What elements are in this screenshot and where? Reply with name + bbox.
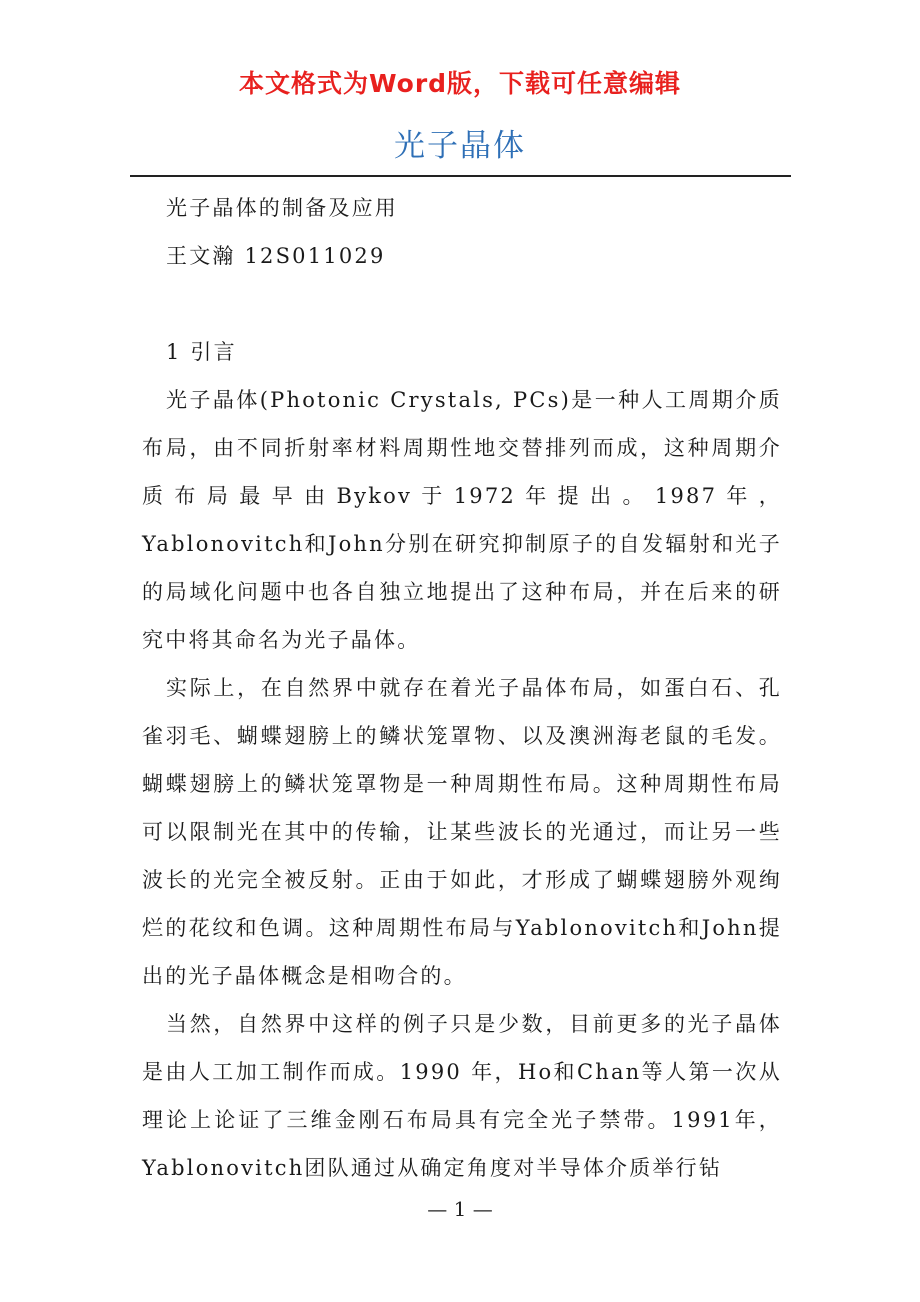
download-banner: 本文格式为Word版，下载可任意编辑 <box>238 69 682 98</box>
page-title: 光子晶体 <box>394 128 526 164</box>
document-subtitle: 光子晶体的制备及应用 <box>166 196 398 220</box>
paragraph-artificial: 当然，自然界中这样的例子只是少数，目前更多的光子晶体是由人工加工制作而成。1990 年，Ho和Chan等人第一次从理论上论证了三维金刚石布局具有完全光子禁带。1991年，Yablonovitch团队通过从确定角度对半导体介质举行钻 <box>142 1012 782 1180</box>
paragraph-nature: 实际上，在自然界中就存在着光子晶体布局，如蛋白石、孔雀羽毛、蝴蝶翅膀上的鳞状笼罩物、以及澳洲海老鼠的毛发。蝴蝶翅膀上的鳞状笼罩物是一种周期性布局。这种周期性布局可以限制光在其中的传输，让某些波长的光通过，而让另一些波长的光完全被反射。正由于如此，才形成了蝴蝶翅膀外观绚烂的花纹和色调。这种周期性布局与Yablonovitch和John提出的光子晶体概念是相吻合的。 <box>142 676 782 988</box>
page-number: — 1 — <box>427 1197 493 1221</box>
blank-line <box>142 280 782 328</box>
header-divider <box>130 175 791 177</box>
paragraph-intro: 光子晶体(Photonic Crystals, PCs)是一种人工周期介质布局，由不同折射率材料周期性地交替排列而成，这种周期介质布局最早由Bykov于1972年提出。1987年，Yablonovitch和John分别在研究抑制原子的自发辐射和光子的局域化问题中也各自独立地提出了这种布局，并在后来的研究中将其命名为光子晶体。 <box>142 388 782 652</box>
author-line: 王文瀚 12S011029 <box>166 244 386 268</box>
document-body <box>142 184 782 1192</box>
section-heading: 1 引言 <box>166 340 237 364</box>
